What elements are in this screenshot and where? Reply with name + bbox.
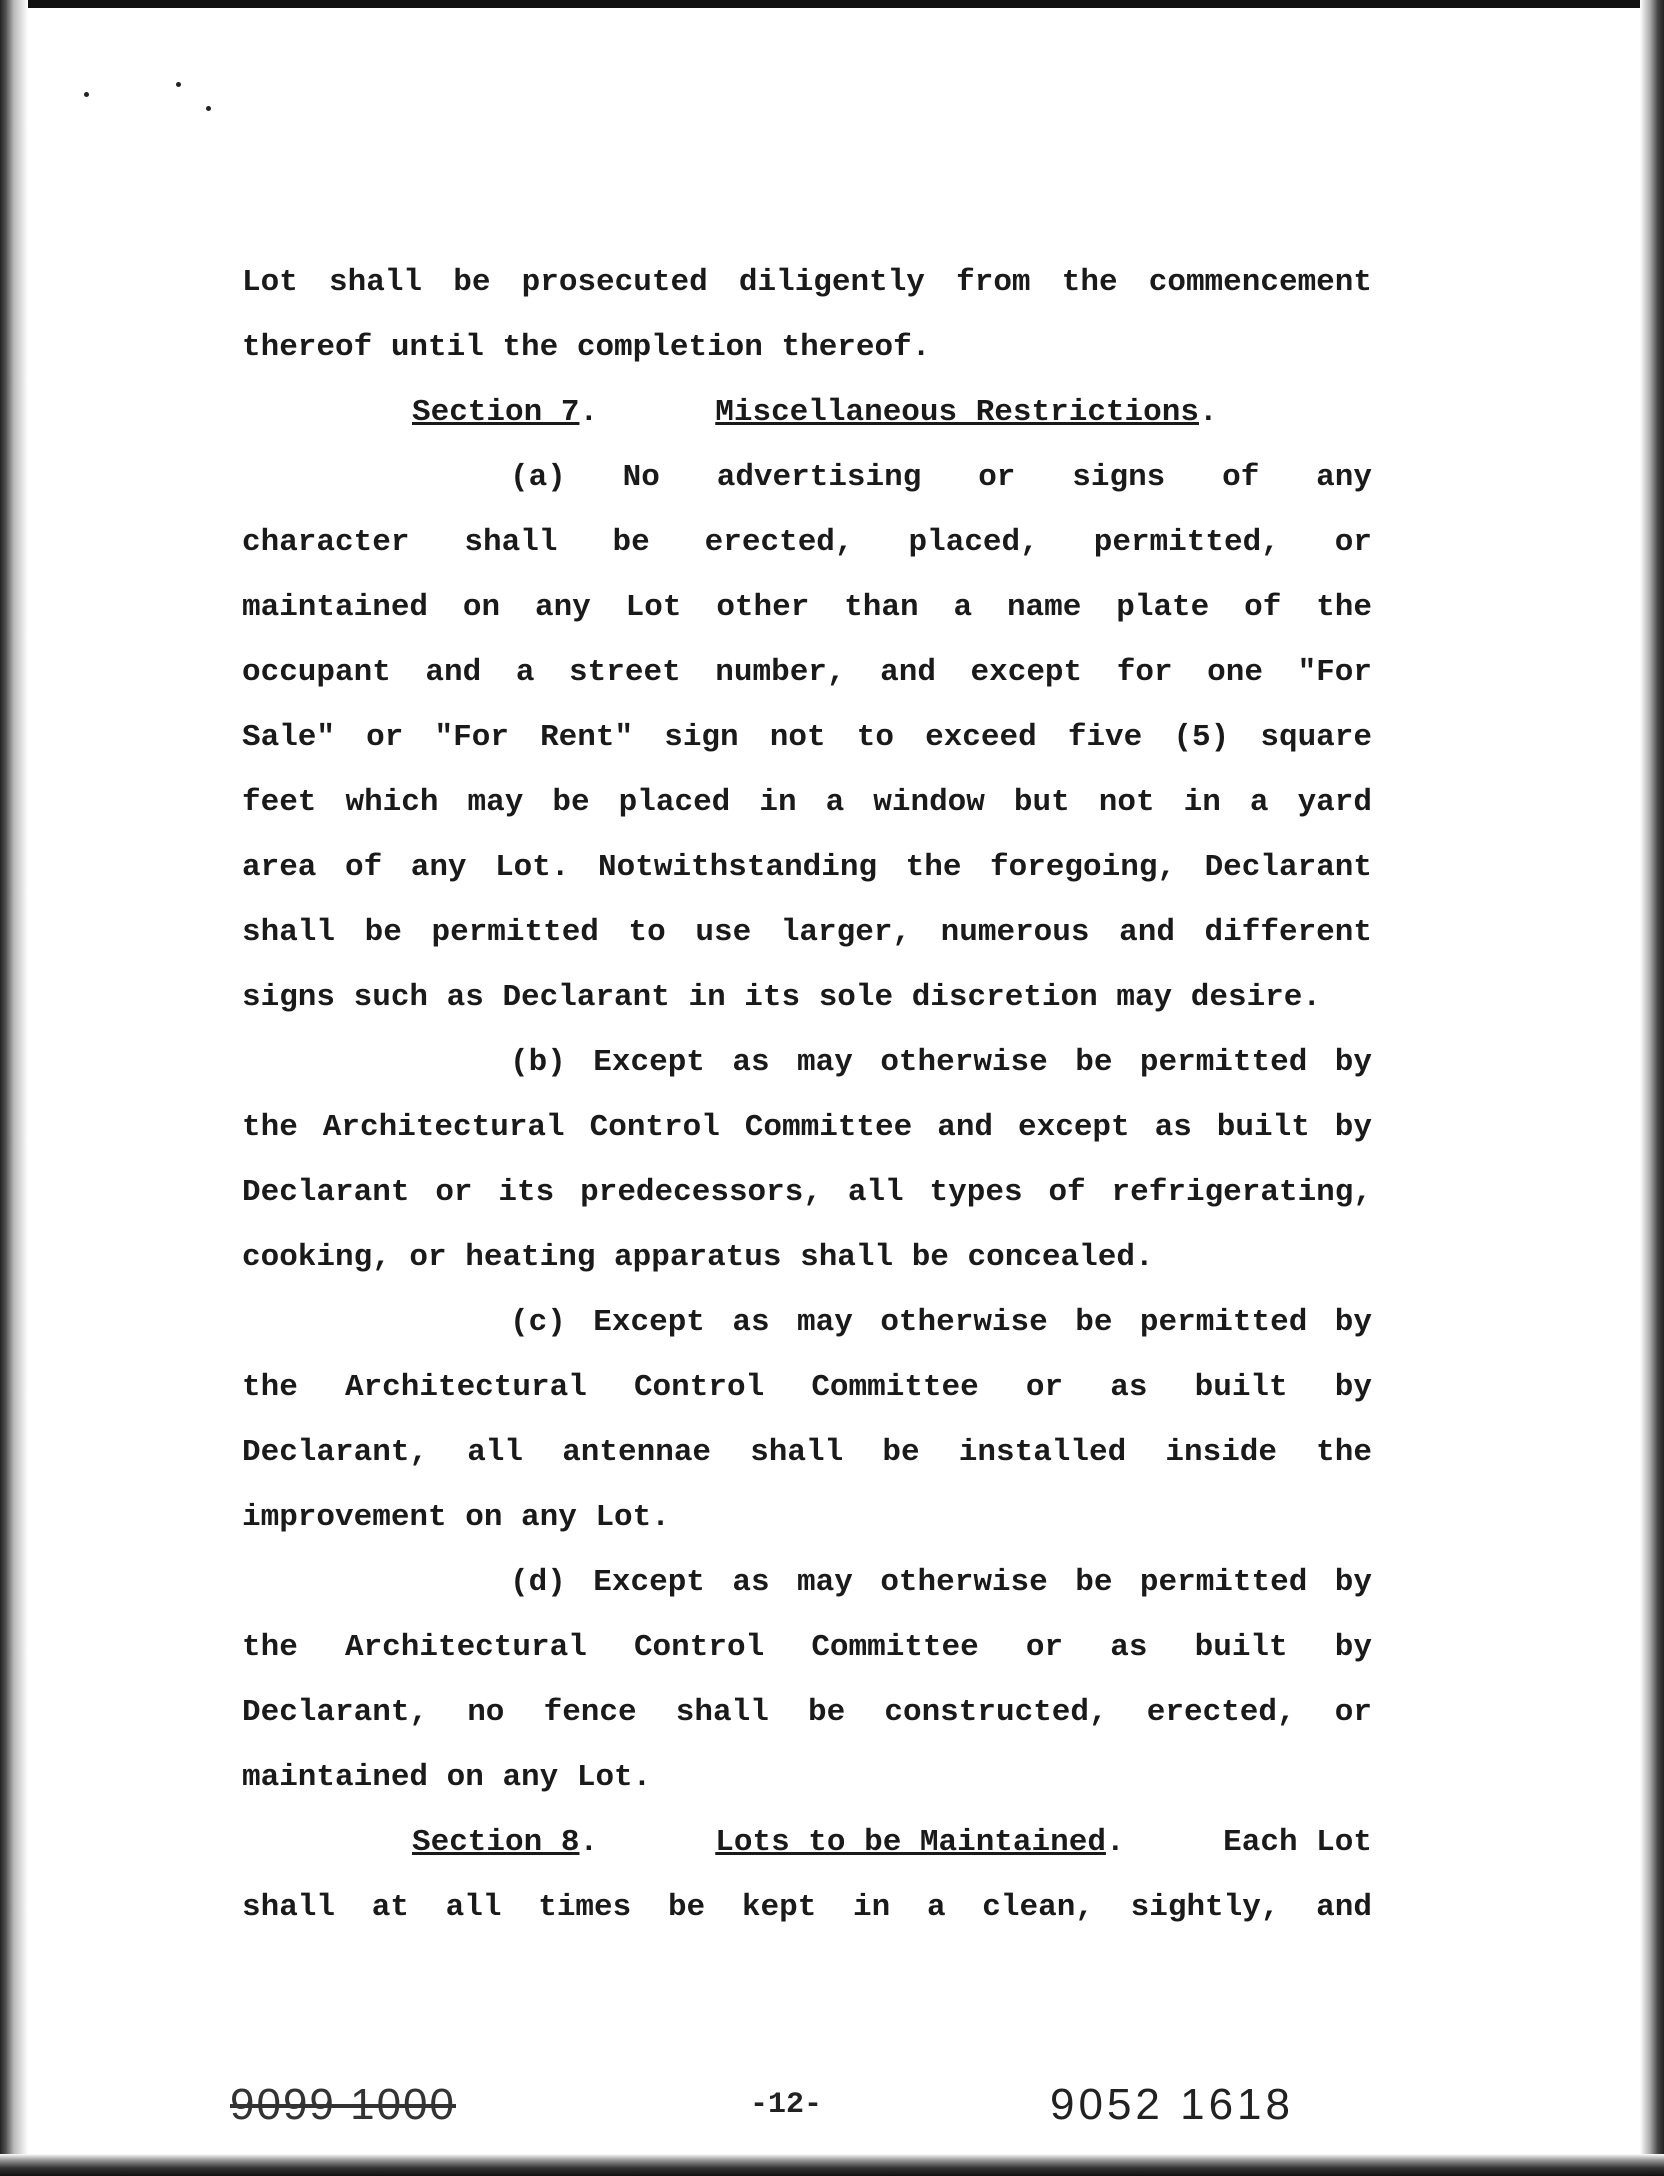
section-heading: Section 8. Lots to be Maintained. Each Lot [242,1810,1372,1875]
text-line: Lot shall be prosecuted diligently from the commencement [242,265,1372,300]
page-footer [230,2080,1380,2150]
scan-edge-bottom [0,2154,1664,2176]
section-label: Section 8 [412,1825,580,1860]
text-line: the Architectural Control Committee or as built by [242,1370,1372,1405]
text-line: Declarant, no fence shall be constructed, erected, or [242,1695,1372,1730]
text-line: improvement on any Lot. [242,1500,670,1535]
text-line: (d) Except as may otherwise be permitted by [510,1565,1372,1600]
text-line: shall at all times be kept in a clean, sightly, and [242,1890,1372,1925]
text-line: maintained on any Lot. [242,1760,652,1795]
text-line: Sale" or "For Rent" sign not to exceed five (5) square [242,720,1372,755]
scan-edge-top [0,0,1664,8]
footer-left-number: 9099 1000 [230,2080,456,2129]
scan-speck [84,92,89,97]
text-line: Declarant, all antennae shall be installed inside the [242,1435,1372,1470]
text-line: occupant and a street number, and except for one "For [242,655,1372,690]
document-body [242,250,1372,1940]
text-line: (b) Except as may otherwise be permitted by [510,1045,1372,1080]
text-line: shall be permitted to use larger, numerous and different [242,915,1372,950]
text-line: cooking, or heating apparatus shall be concealed. [242,1240,1154,1275]
scan-edge-left [0,0,28,2176]
scan-speck [206,106,211,111]
scan-edge-right [1640,0,1664,2176]
section-tail-text: Each Lot [1223,1825,1372,1860]
section-title: Miscellaneous Restrictions [715,395,1199,430]
text-line: Declarant or its predecessors, all types of refrigerating, [242,1175,1372,1210]
text-line: (a) No advertising or signs of any [510,460,1372,495]
text-line: the Architectural Control Committee and except as built by [242,1110,1372,1145]
section-label: Section 7 [412,395,580,430]
text-line: feet which may be placed in a window but not in a yard [242,785,1372,820]
footer-right-number: 9052 1618 [1050,2080,1294,2129]
text-line: the Architectural Control Committee or as built by [242,1630,1372,1665]
section-title: Lots to be Maintained [715,1825,1106,1860]
page-number: -12- [750,2088,823,2122]
section-heading: Section 7. Miscellaneous Restrictions. [412,395,1218,430]
scan-speck [176,82,181,87]
text-line: (c) Except as may otherwise be permitted by [510,1305,1372,1340]
text-line: maintained on any Lot other than a name plate of the [242,590,1372,625]
text-line: area of any Lot. Notwithstanding the foregoing, Declarant [242,850,1372,885]
text-line: thereof until the completion thereof. [242,330,931,365]
text-line: character shall be erected, placed, permitted, or [242,525,1372,560]
text-line: signs such as Declarant in its sole discretion may desire. [242,980,1321,1015]
